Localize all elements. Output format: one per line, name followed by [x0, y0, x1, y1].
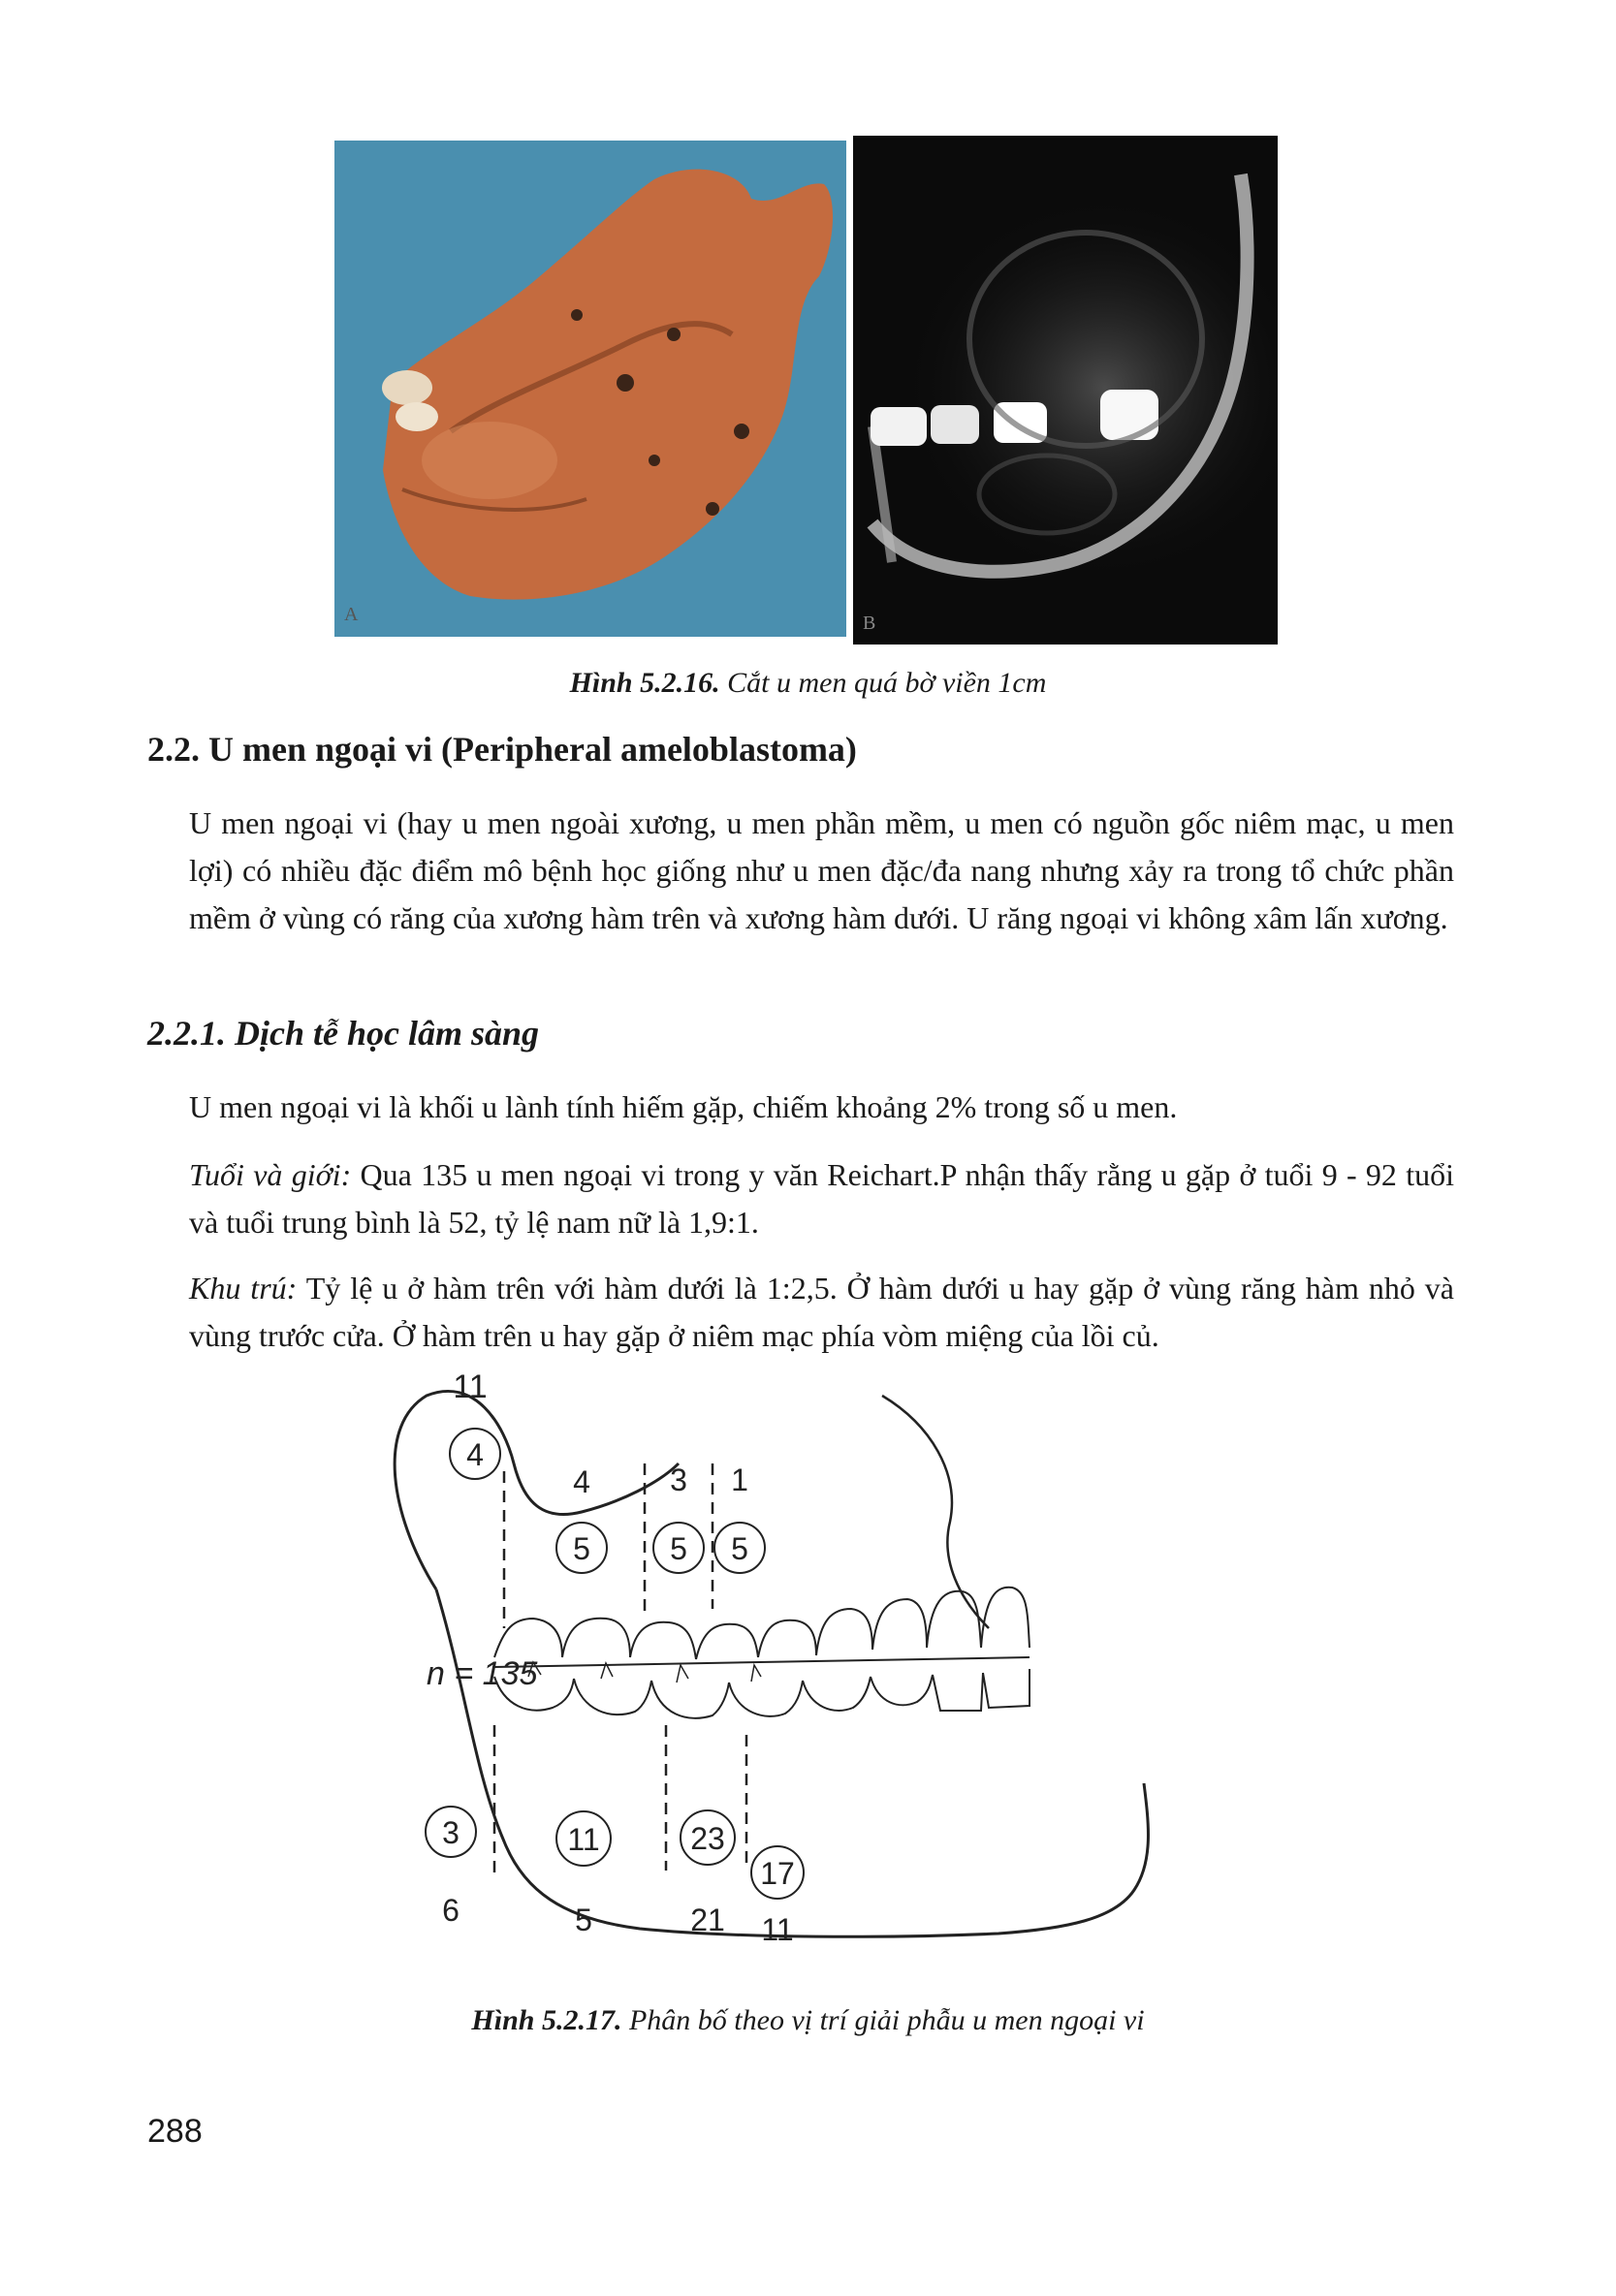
caption-label: Hình 5.2.16. [569, 667, 720, 699]
section-heading: 2.2. U men ngoại vi (Peripheral ameloblastoma) [147, 730, 857, 769]
text-age-sex: Qua 135 u men ngoại vi trong y văn Reichart.P nhận thấy rằng u gặp ở tuổi 9 - 92 tuổi và tuổi trung bình là 52, tỷ lệ nam nữ là 1,9:1. [189, 1157, 1455, 1240]
label-lower-plain-4: 11 [761, 1912, 794, 1947]
label-lower-circled-3: 23 [690, 1821, 725, 1856]
figure-caption-5-2-16 [0, 667, 1616, 700]
label-upper-posterior-top: 11 [453, 1368, 488, 1405]
label-lower-circled-1: 3 [442, 1815, 459, 1850]
paragraph-age-sex [189, 1151, 1454, 1246]
panel-label-b: B [863, 613, 876, 634]
jaw-distribution-diagram [368, 1367, 1212, 1972]
label-sample-size: n = 135 [427, 1655, 538, 1692]
label-lower-circled-2: 11 [567, 1822, 600, 1857]
resected-specimen-photo [334, 141, 846, 637]
intro-paragraph: U men ngoại vi (hay u men ngoài xương, u men phần mềm, u men có nguồn gốc niêm mạc, u men lợi) có nhiều đặc điểm mô bệnh học giống như u men đặc/đa nang nhưng xảy ra trong tổ chức phần mềm ở vùng có răng của xương hàm trên và xương hàm dưới. U răng ngoại vi không xâm lấn xương. [189, 805, 1454, 935]
lead-location: Khu trú: [189, 1271, 298, 1305]
label-lower-plain-3: 21 [690, 1903, 725, 1937]
label-upper-plain-1: 4 [573, 1464, 590, 1499]
label-upper-plain-3: 1 [731, 1463, 748, 1497]
caption-text: Phân bố theo vị trí giải phẫu u men ngoại vi [621, 2004, 1145, 2036]
paragraph-prevalence: U men ngoại vi là khối u lành tính hiếm gặp, chiếm khoảng 2% trong số u men. [189, 1089, 1178, 1124]
label-lower-plain-2: 5 [575, 1903, 592, 1937]
xray-image [853, 136, 1278, 645]
paragraph-location [189, 1265, 1454, 1360]
label-upper-circled-3: 5 [670, 1531, 687, 1566]
label-upper-circled-2: 5 [573, 1531, 590, 1566]
caption-label: Hình 5.2.17. [471, 2004, 622, 2036]
lead-age-sex: Tuổi và giới: [189, 1157, 352, 1192]
label-lower-circled-4: 17 [760, 1856, 795, 1891]
label-lower-plain-1: 6 [442, 1893, 459, 1928]
caption-text: Cắt u men quá bờ viền 1cm [719, 667, 1047, 699]
text-location: Tỷ lệ u ở hàm trên với hàm dưới là 1:2,5. Ở hàm dưới u hay gặp ở vùng răng hàm nhỏ và vùng trước cửa. Ở hàm trên u hay gặp ở niêm mạc phía vòm miệng của lồi củ. [189, 1271, 1455, 1353]
panel-label-a: A [344, 604, 359, 625]
subsection-heading: 2.2.1. Dịch tễ học lâm sàng [147, 1014, 540, 1053]
page-number: 288 [147, 2113, 203, 2150]
figure-caption-5-2-17 [0, 2004, 1616, 2037]
label-upper-plain-2: 3 [670, 1463, 687, 1497]
label-upper-circled-1: 4 [466, 1437, 484, 1472]
label-upper-circled-4: 5 [731, 1531, 748, 1566]
